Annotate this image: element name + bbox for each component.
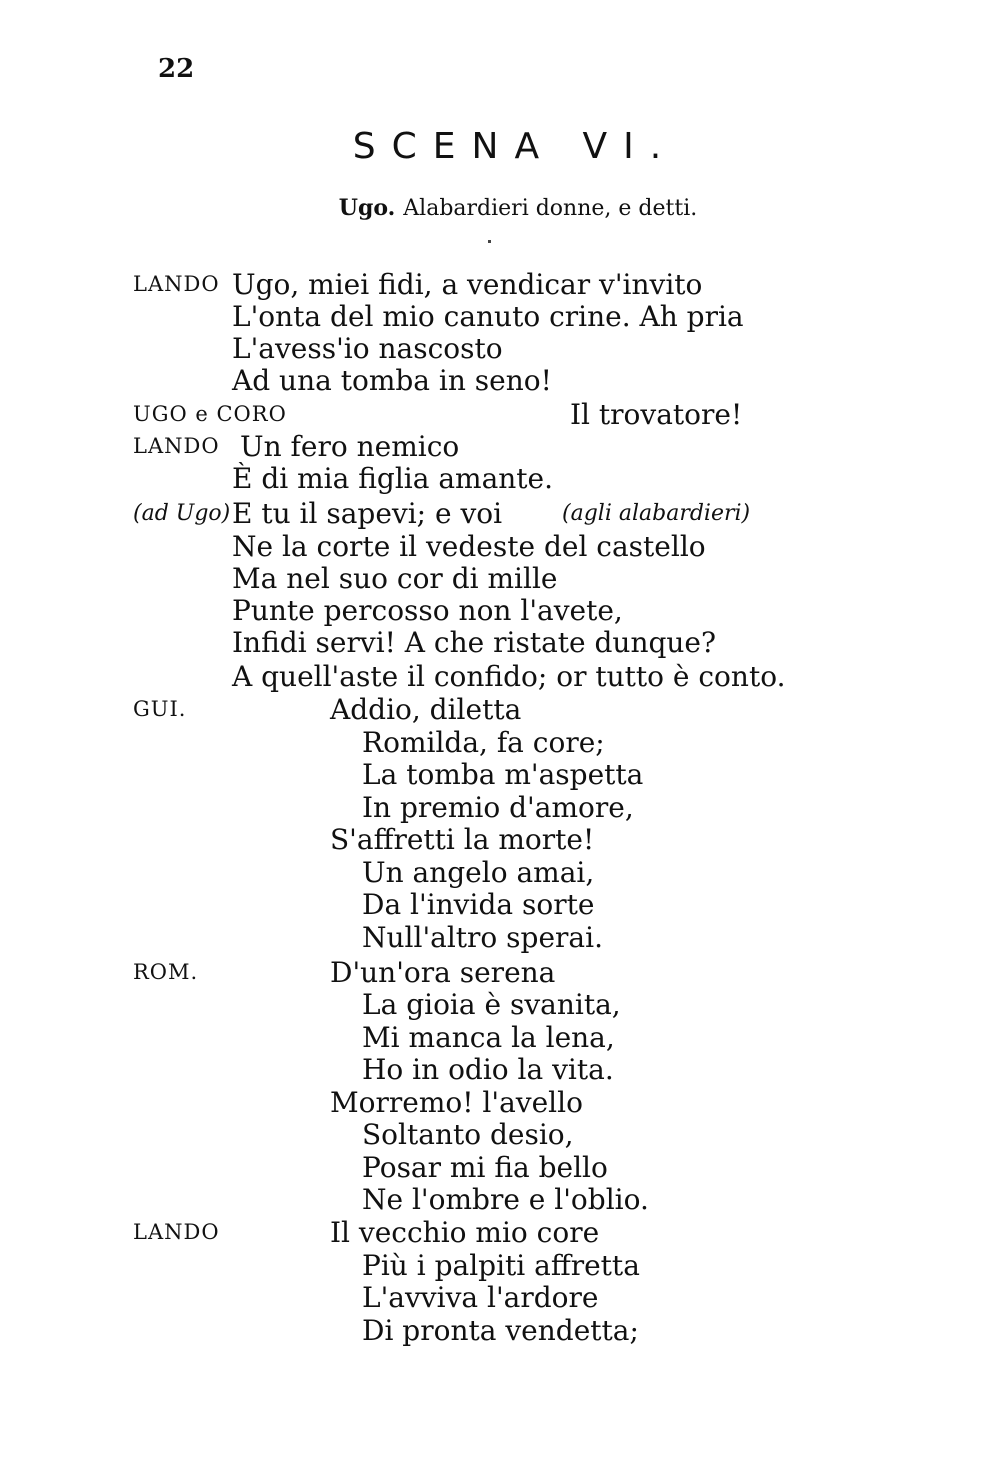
verse-line: Morremo! l'avello [330,1086,583,1119]
verse-line: Ho in odio la vita. [362,1053,614,1086]
verse-line: Il vecchio mio core [330,1216,600,1249]
verse-line: In premio d'amore, [362,791,634,824]
divider-mark [488,240,491,243]
verse-line: Ne l'ombre e l'oblio. [362,1183,649,1216]
verse-line: È di mia figlia amante. [232,462,554,495]
page-number: 22 [158,54,195,84]
verse-line: D'un'ora serena [330,956,556,989]
verse-line: Ad una tomba in seno! [232,364,552,397]
verse-line: Soltanto desio, [362,1118,574,1151]
verse-line: La gioia è svanita, [362,988,621,1021]
verse-line: S'affretti la morte! [330,823,595,856]
verse-line: Più i palpiti affretta [362,1249,640,1282]
verse-line: Di pronta vendetta; [362,1314,639,1347]
verse-line: Ma nel suo cor di mille [232,562,558,595]
verse-line: Un fero nemico [240,430,460,463]
cast-bold-name: Ugo. [338,195,396,221]
verse-line: Il trovatore! [570,398,743,431]
speaker-gui: GUI. [133,697,187,721]
verse-line: L'onta del mio canuto crine. Ah pria [232,300,744,333]
verse-line: Da l'invida sorte [362,888,595,921]
verse-line: Ugo, miei fidi, a vendicar v'invito [232,268,703,301]
verse-line: Null'altro sperai. [362,921,603,954]
verse-line: Ne la corte il vedeste del castello [232,530,706,563]
verse-line: L'avviva l'ardore [362,1281,599,1314]
stage-direction: (ad Ugo) [133,501,231,526]
cast-list [0,195,1000,221]
stage-direction: (agli alabardieri) [562,501,751,526]
verse-line: La tomba m'aspetta [362,758,644,791]
verse-line: E tu il sapevi; e voi [232,497,503,530]
verse-line: A quell'aste il confido; or tutto è conto. [232,660,786,693]
verse-line: Mi manca la lena, [362,1021,615,1054]
speaker-lando: LANDO [133,434,220,458]
verse-line: Posar mi fia bello [362,1151,608,1184]
verse-line: Addio, diletta [330,693,522,726]
speaker-rom: ROM. [133,960,199,984]
speaker-lando: LANDO [133,1220,220,1244]
cast-rest: Alabardieri donne, e detti. [403,196,698,221]
verse-line: Romilda, fa core; [362,726,605,759]
speaker-lando: LANDO [133,272,220,296]
speaker-ugo-coro: UGO e CORO [133,402,287,426]
verse-line: Infidi servi! A che ristate dunque? [232,626,717,659]
verse-line: Punte percosso non l'avete, [232,594,623,627]
verse-line: Un angelo amai, [362,856,595,889]
verse-line: L'avess'io nascosto [232,332,503,365]
scene-title: SCENA VI. [352,126,678,167]
